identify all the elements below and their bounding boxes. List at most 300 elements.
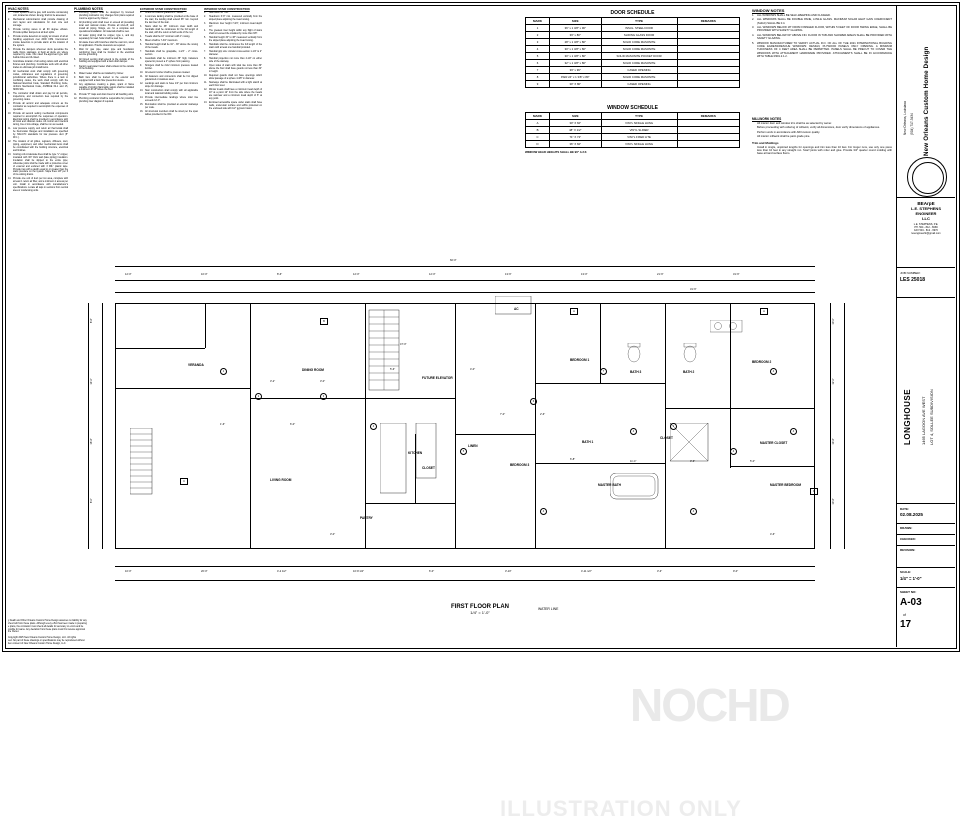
note-number: 10.: [204, 75, 209, 81]
note-item: [140, 40, 198, 43]
table-cell: [677, 67, 739, 74]
dimension-label: 13'-6": [505, 273, 512, 276]
table-cell: 30" X 60": [550, 120, 602, 127]
note-number: 7.: [140, 51, 145, 57]
note-number: 13.: [8, 154, 13, 177]
dimension-label: 31'-6": [733, 273, 740, 276]
wall-exterior-east: [814, 303, 815, 549]
note-item: [204, 89, 262, 101]
hvac-notes-block: [8, 8, 68, 194]
column-header: SIZE: [550, 113, 602, 120]
note-item: [140, 58, 198, 64]
dimension-label: 16'-6": [90, 438, 93, 445]
door-schedule-header: [526, 18, 740, 25]
note-text: Stairs shall be 36" minimum clear width and handrails shall be continuous for the full length of the stair, with the return at both ends of the run.: [145, 26, 198, 35]
note-text: Provide one unit of duct per ton area, complete with at least 1 return air filter, and a minimum 1 access per unit. Install in accordance with manufacturer's specifications. Locate all taps in sections from central area or condensing units.: [13, 178, 68, 193]
note-text: Provide smoke detectors to supply air stream of all air handling equipment over 2000 CFM. Interconnect smoke detectors to provide alarm at the location of the system.: [13, 36, 68, 48]
sheet-of-label: of: [903, 613, 906, 617]
note-text: Landings and stairs to have 1/4" per foot minimum slope for drainage.: [145, 83, 198, 89]
window-mark: D: [810, 488, 818, 495]
firm-phone: (504) 717-3434: [910, 15, 914, 135]
dimension-label: 6'-8": [570, 458, 575, 461]
legal-line: ved. No part of these drawings or specifications may be reproduced without: [8, 640, 98, 643]
room-label: BEDROOM 1: [570, 358, 589, 362]
room-label: MASTER BATH: [598, 483, 621, 487]
room-label: KITCHEN: [408, 451, 422, 455]
note-item: [8, 29, 68, 35]
dimension-label: 6'-0": [429, 570, 434, 573]
wall-partition-6: [455, 434, 535, 435]
title-block-divider-6: [897, 534, 955, 535]
wall-partition-16: [365, 503, 455, 504]
kitchen-island-icon: [380, 423, 440, 498]
engineer-contact-2: PH. 504 - 812 - 6969: [897, 226, 955, 229]
plumbing-notes-title: PLUMBING NOTES: [74, 8, 134, 11]
engineer-contact-3: FAX 504 - 812 - 6970: [897, 229, 955, 232]
note-item: [140, 111, 198, 117]
note-item: [8, 71, 68, 91]
door-mark: 4: [730, 448, 737, 455]
note-item: [204, 23, 262, 29]
note-item: [140, 90, 198, 96]
table-cell: 28" x 1 3/8" x 80": [550, 39, 602, 46]
door-schedule-table: [525, 17, 740, 88]
dimension-label: 3'-10": [505, 570, 512, 573]
note-text: Bath fans shall be ducted to the exterior and equipped with a back flow prevention device.: [79, 77, 134, 83]
millwork-notes-list: [752, 122, 892, 139]
note-number: 1.: [74, 12, 79, 21]
note-text: Cooling coil condensate lines shall be type "L" copper, insulated with 3/4" thick wall (take piping) insulation. Insulation shall be slipped to the entire pipe; otherwise joints shall be made with a protective cover of external and endured with 3 MIL" plastic tape. Provide trap with a depth equal to or greater than the static pressure on the system. Slope lines 1/8" per ft of its existing drains.: [13, 154, 68, 177]
room-label: CLOSET: [422, 466, 435, 470]
shower-icon: [670, 423, 710, 463]
note-item: [74, 94, 134, 97]
checked-label: CHECKED:: [900, 537, 916, 541]
legal-line: e plans, the contractor must check all details for accuracy or errors and be: [8, 626, 98, 629]
plan-title: FIRST FLOOR PLAN: [380, 604, 580, 610]
note-text: All fasteners and connectors shall be hot dipped galvanized or stainless steel.: [145, 76, 198, 82]
legal-line: y Death and Other Orleans Custom Home Design assumes no liability for any: [8, 620, 98, 623]
dimension-label: 47'-0": [400, 343, 407, 346]
plumbing-notes-block: [74, 8, 134, 105]
room-label: DINING ROOM: [302, 368, 324, 372]
door-mark: 2: [255, 393, 262, 400]
wall-exterior-west: [115, 303, 116, 549]
note-item: [140, 16, 198, 25]
wall-partition-2: [250, 398, 365, 399]
table-cell: 9: [526, 81, 550, 88]
millwork-notes-title: MILLWORK NOTES: [752, 118, 892, 121]
exterior-stair-notes-title: EXTERIOR STAIR CONSTRUCTION: [140, 8, 198, 11]
note-text: Provide "P" traps and drain lines for all handling units.: [79, 94, 134, 97]
dimension-label: 4'-11 1/2": [581, 570, 592, 573]
note-number: 9.: [74, 77, 79, 83]
note-text: Illumination shall be provided at exterior stairways per code.: [145, 104, 198, 110]
note-text: Factory seal water heater shall exhaust to the outside of the building.: [79, 66, 134, 72]
note-item: [752, 42, 892, 58]
wall-veranda-south: [115, 348, 205, 349]
note-text: All water piping shall be copper, type L, and slip separately for load. Solar shall be lead free.: [79, 35, 134, 41]
window-schedule-title: WINDOW SCHEDULE: [525, 105, 740, 111]
note-number: 8.: [204, 58, 209, 64]
table-cell: C: [526, 134, 550, 141]
note-item: [752, 18, 892, 25]
note-item: [204, 30, 262, 36]
note-number: 12.: [140, 83, 145, 89]
note-number: 1.: [204, 12, 209, 15]
note-number: 2.: [752, 18, 757, 25]
note-number: 3.: [8, 29, 13, 35]
note-number: 10.: [140, 72, 145, 75]
note-number: 12.: [74, 98, 79, 104]
dimension-label: 7'-0": [500, 413, 505, 416]
dimension-label: 3'-2": [270, 380, 275, 383]
legal-line: Copyright 2025 New Orleans Custom Home Design, LLC. All rights: [8, 637, 98, 640]
note-text: Wait for gas pipe, water pipe and foundation reinforcing lines shall be bonded to the electrical service grounding.: [79, 49, 134, 58]
table-cell: [677, 60, 739, 67]
interior-stair-notes-title: INTERIOR STAIR CONSTRUCTION: [204, 8, 262, 11]
scale-label: SCALE:: [900, 570, 911, 574]
table-cell: [677, 127, 739, 134]
dimension-label: 5'-0": [750, 460, 755, 463]
title-block-divider-7: [897, 545, 955, 546]
note-item: [74, 98, 134, 104]
note-item: [140, 104, 198, 110]
table-cell: A: [526, 120, 550, 127]
dimension-label: 8'-6": [277, 273, 282, 276]
table-cell: PAIR 24" x 1 3/8" x 80": [550, 74, 602, 81]
note-text: ALL WINDOWS SHALL BE SELF-WEEPING AND FLASHED.: [757, 14, 892, 17]
note-number: 5.: [140, 40, 145, 43]
table-cell: SOLID CORE MASONITE: [601, 46, 677, 53]
dimension-label: 9'-0": [733, 570, 738, 573]
table-row: [526, 53, 740, 60]
note-number: 4.: [8, 36, 13, 48]
engineer-block: [897, 201, 955, 235]
engineer-logo-text: BEArpE: [897, 201, 955, 206]
project-info: [897, 305, 955, 555]
room-label: AC: [514, 307, 519, 311]
note-number: 7.: [74, 66, 79, 72]
note-text: Handrail grip size: circular cross-section 1-1/4" to 2" diameter.: [209, 51, 262, 57]
dimension-label: 3'-3": [657, 570, 662, 573]
note-text: All mechanical work shall comply with governing codes, ordinances and regulations of governing jurisdictional authorities. Where there is a lack or conflicting codes, the work shall comply with the National Electrical Code, Standard Plumbing Code, Uniform Mechanical Code, ASHRAE 62-1 and 15, NFPA 90A.: [13, 71, 68, 91]
note-text: Risers shall be 7-3/4" maximum.: [145, 40, 198, 43]
table-cell: 4: [526, 46, 550, 53]
table-cell: B: [526, 127, 550, 134]
engineer-contact-4: lesengineerllc@gmail.com: [897, 232, 955, 235]
table-cell: [677, 53, 739, 60]
note-number: 5.: [8, 49, 13, 61]
plumbing-notes-list: [74, 12, 134, 104]
door-mark: 4: [770, 368, 777, 375]
note-text: All forced venting shall extend to the outside of the building and equipped with a back draft damper.: [79, 59, 134, 65]
note-item: [74, 77, 134, 83]
job-number-value: LES 25018: [900, 277, 954, 283]
note-number: 11.: [140, 76, 145, 82]
note-number: 11.: [74, 94, 79, 97]
dimension-label: 2'-6": [540, 413, 545, 416]
note-number: 7.: [204, 51, 209, 57]
millwork-notes-block: [752, 118, 892, 157]
legal-disclaimer-list: [8, 620, 98, 646]
sheet-no-label: SHEET NO:: [900, 590, 916, 594]
note-text: ALL WINDOWS SHALL BE DOUBLE PANE, LOW-E GLASS. MAXIMUM SOLAR HEAT GAIN COEFFICIENT (SHGC) SHALL BE 0.4.: [757, 18, 892, 25]
note-text: Any appliances creating a glass, spark or flame capable of igniting flammable vapors shall be installed a minimum of 18" above the floor.: [79, 84, 134, 93]
note-text: All interior door and window trim shall be as selected by owner.: [757, 122, 892, 125]
exterior-stair-notes-block: [140, 8, 198, 118]
note-item: [8, 178, 68, 193]
title-block-divider-4: [897, 503, 955, 504]
room-label: VERANDA: [188, 363, 204, 367]
window-schedule-header: [526, 113, 740, 120]
note-item: [74, 84, 134, 93]
vanity-icon: [710, 320, 744, 334]
note-text: Headroom 6'-8" min. measured vertically from the sloped plane adjoining the tread nosing.: [209, 16, 262, 22]
room-label: BATH 3: [630, 370, 641, 374]
legal-disclaimer: [8, 620, 98, 646]
note-number: 11.: [8, 128, 13, 140]
note-text: Open sides of stairs with total rise more than 30" above the floor shall have guards not less than 34" in height.: [209, 65, 262, 74]
firm-contact: [903, 15, 907, 195]
engineer-title: ENGINEER: [897, 211, 955, 216]
wall-partition-13: [730, 408, 731, 468]
door-mark: 5: [460, 448, 467, 455]
wall-partition-8: [535, 383, 665, 384]
note-text: Plumbing system shall be designed by licensed plumbing contractor. Any changes from plans required must be approved by Owner.: [79, 12, 134, 21]
note-text: Stairways shall be illuminated with a light switch at each floor level.: [209, 82, 262, 88]
table-row: [526, 67, 740, 74]
note-item: [140, 65, 198, 71]
table-cell: [677, 81, 739, 88]
note-number: 3.: [752, 26, 757, 33]
table-cell: 36" X 60": [550, 141, 602, 148]
note-text: Winder treads shall have a minimum tread depth of 10" at a point 12" from the side where the treads are narrower and a minimum tread depth of 6" at any point.: [209, 89, 262, 101]
room-label: PANTRY: [360, 516, 373, 520]
note-number: 6.: [140, 44, 145, 50]
wall-partition-7: [535, 303, 536, 549]
dimension-label: 3'-0": [330, 533, 335, 536]
note-item: [140, 72, 198, 75]
note-item: [140, 44, 198, 50]
date-label: DATE:: [900, 507, 954, 511]
table-cell: 30" x 1 3/8" x 80": [550, 53, 602, 60]
note-text: Stair construction shall comply with all applicable local and national building codes.: [145, 90, 198, 96]
column-header: REMARKS: [677, 18, 739, 25]
table-row: [526, 74, 740, 81]
note-text: All structural members shall be sized per the span tables provided in the IRC.: [145, 111, 198, 117]
title-block-divider-2: [897, 267, 955, 268]
door-mark: 6: [530, 398, 537, 405]
note-text: The greatest riser height within any flight of stairs shall not exceed the smallest by more than 3/8".: [209, 30, 262, 36]
firm-name-text: New Orleans Custom Home Design: [923, 11, 930, 191]
dimension-label: 12'-0": [832, 378, 835, 385]
table-cell: 32" x 1 3/8" x 80": [550, 60, 602, 67]
table-cell: D: [526, 141, 550, 148]
note-number: 3.: [140, 26, 145, 35]
note-item: [8, 113, 68, 128]
wall-partition-12: [730, 303, 731, 408]
door-mark: 4: [790, 428, 797, 435]
room-label: MASTER CLOSET: [760, 441, 787, 445]
watermark-text: ILLUSTRATION ONLY: [500, 796, 742, 822]
note-number: 8.: [140, 58, 145, 64]
dimension-label: 5'-6": [390, 368, 395, 371]
note-item: [204, 51, 262, 57]
note-number: 2.: [8, 19, 13, 28]
note-number: 6.: [8, 61, 13, 70]
sheet-total-value: 17: [900, 619, 911, 630]
note-item: [140, 12, 198, 15]
note-item: [74, 35, 134, 41]
wall-partition-11: [665, 408, 815, 409]
note-text: Guardrails shall be minimum 36" high, balusters spaced to prevent a 4" sphere from passing.: [145, 58, 198, 64]
table-cell: VINYL FIXED LITE: [601, 134, 677, 141]
note-number: 1.: [140, 12, 145, 15]
note-number: 4.: [752, 34, 757, 41]
room-label: LIVING ROOM: [270, 478, 291, 482]
note-number: 6.: [204, 44, 209, 50]
column-header: MARK: [526, 113, 550, 120]
note-text: Water heater shall be as installed by Owner.: [79, 73, 134, 76]
table-cell: [677, 32, 739, 39]
drawn-label: DRAWN:: [900, 526, 912, 530]
table-cell: VINYL SINGLE HUNG: [601, 120, 677, 127]
window-notes-title: WINDOW NOTES: [752, 10, 892, 13]
note-item: [752, 34, 892, 41]
note-item: [8, 103, 68, 112]
door-mark: 4: [370, 423, 377, 430]
note-text: WINDOW MANUFACTURER TO VERIFY ACTUAL R.O. OF ALL OF THE 2021 INTERNATIONAL BUILDING CODE EGRESS/RESCUE WINDOWS: DESIGN, PLYWOOD PANELS ONLY OPENING. A MINIMUM THICKNESS OF 4 FEET AREA SHALL BE PERMITTED. PANELS SHALL BE PRECUT TO COVER THE WINDOWS WITH ATTACHMENT HARDWARE PROVIDED. ATTACHMENTS SHALL BE IN ACCORDANCE WITH TABLE R301.2.1.2.: [757, 42, 892, 58]
note-number: 5.: [74, 49, 79, 58]
note-item: [8, 49, 68, 61]
note-item: [752, 122, 892, 125]
floor-plan-drawing: [70, 248, 885, 598]
wall-porch-line: [115, 388, 250, 389]
note-number: 4.: [74, 42, 79, 48]
table-row: [526, 32, 740, 39]
scale-value: 1/4" = 1'-0": [900, 576, 922, 581]
table-cell: VINYL SLIDER: [601, 127, 677, 134]
room-label: BEDROOM 3: [510, 463, 529, 467]
window-mark: B: [320, 318, 328, 325]
door-schedule: [525, 10, 740, 88]
room-label: BATH 1: [582, 440, 593, 444]
engineer-name: L.E. STEPHENS: [897, 206, 955, 211]
table-cell: 36" x 96": [550, 67, 602, 74]
note-number: 3.: [204, 23, 209, 29]
door-mark: 4: [540, 508, 547, 515]
dimension-label: 13'-6": [832, 438, 835, 445]
note-item: [140, 76, 198, 82]
door-mark: 4: [630, 428, 637, 435]
table-cell: 71" X 72": [550, 134, 602, 141]
engineer-contact-1: L.E. STEPHENS, P.E.: [897, 223, 955, 226]
note-item: [752, 14, 892, 17]
note-item: [74, 12, 134, 21]
note-text: Stringers shall be 2x12 minimum pressure treated lumber.: [145, 65, 198, 71]
title-block-divider-3: [897, 297, 955, 298]
note-text: Handrails shall be continuous the full length of the stairs with at least one handrail provided.: [209, 44, 262, 50]
dimension-label: 10'-0": [832, 318, 835, 325]
note-item: [204, 37, 262, 43]
note-text: Handrail projection not more than 4-1/2" on either side of the stairway.: [209, 58, 262, 64]
dimension-label: 20'-0": [201, 570, 208, 573]
note-number: 4.: [140, 36, 145, 39]
note-item: [204, 58, 262, 64]
job-number-row: [900, 271, 954, 283]
note-text: A concrete landing shall be provided at the base of the stair, the landing shall extend 36" min. beyond the last riser of the stair.: [145, 16, 198, 25]
table-row: [526, 134, 740, 141]
date-value: 02.08.2025: [900, 512, 954, 517]
note-text: Maximum riser height 7-3/4", minimum tread depth 10".: [209, 23, 262, 29]
dimension-label: 8'-6": [90, 318, 93, 323]
project-name: LONGHOUSE: [903, 305, 912, 445]
engineer-seal: [907, 157, 947, 197]
note-item: [204, 12, 262, 15]
door-schedule-title: DOOR SCHEDULE: [525, 10, 740, 16]
note-text: All waste lines with branches shall be cast iron, sized for application. Provide cleanouts as required.: [79, 42, 134, 48]
table-row: [526, 39, 740, 46]
dimension-label: 13'-0": [581, 273, 588, 276]
wall-partition-15: [730, 466, 815, 467]
door-mark: 7: [600, 368, 607, 375]
toilet-icon: [682, 343, 700, 365]
note-item: [8, 12, 68, 18]
table-cell: 8: [526, 74, 550, 81]
table-cell: 36" x 80": [550, 32, 602, 39]
interior-stair-icon: [365, 308, 415, 398]
note-text: Install in single, unjointed lengths for openings and trim less than 10 feet. For longer runs, use only one piece less than 10 feet in any straight run. Scarf joints with miter and glue. Provide 3/4" quarter round molding with base at band surface floors.: [757, 146, 892, 156]
table-cell: 36" x 1 3/8" x 96": [550, 25, 602, 32]
dimension-label: 10'-0": [201, 273, 208, 276]
note-item: [204, 44, 262, 50]
note-text: Perform work in accordance with AWI custom quality.: [757, 131, 892, 134]
title-block-divider-5: [897, 523, 955, 524]
note-text: Coordinate location of all ceiling outlets with electrical fixtures and plumbing. Coordinate work with all other trades to eliminate job install items.: [13, 61, 68, 70]
room-label: MASTER BEDROOM: [770, 483, 801, 487]
door-mark: 3: [320, 393, 327, 400]
table-cell: [677, 120, 739, 127]
door-mark: 1: [220, 368, 227, 375]
table-cell: VINYL SINGLE HUNG: [601, 141, 677, 148]
trim-notes-list: [752, 146, 892, 156]
room-label: LINEN: [468, 444, 478, 448]
interior-stair-notes-block: [204, 8, 262, 112]
wall-partition-5: [455, 303, 456, 549]
note-item: [752, 135, 892, 138]
engineer-llc: LLC: [897, 216, 955, 221]
window-schedule-table: [525, 112, 740, 148]
title-block-divider-1: [897, 197, 955, 198]
door-mark: 4: [670, 423, 677, 430]
table-cell: SOLID CORE MASONITE: [601, 74, 677, 81]
table-cell: SOLID CORE MASONITE: [601, 60, 677, 67]
note-text: Before proceeding with ordering of millwork, verify all dimensions, door verify dimensions of appliances.: [757, 126, 892, 129]
note-item: [74, 42, 134, 48]
dimension-label: 10'-0": [125, 570, 132, 573]
legal-line: onsible for same. Any deviation from these plans must first receive approval: [8, 629, 98, 632]
note-number: 1.: [8, 12, 13, 18]
dimension-label: 4'-0": [470, 368, 475, 371]
dimension-label: 12'-0": [353, 273, 360, 276]
firm-city: New Orleans, Louisiana: [903, 15, 907, 135]
note-text: Enclosed accessible space under stairs shall have walls, under-stair surface and soffits protected on the enclosed side with 1/2" gypsum board.: [209, 102, 262, 111]
toilet-icon: [626, 343, 644, 365]
note-number: 8.: [8, 93, 13, 102]
table-cell: 2: [526, 32, 550, 39]
water-line-legend: [538, 607, 558, 611]
note-text: Treads shall be 10" minimum with 1" nosing.: [145, 36, 198, 39]
